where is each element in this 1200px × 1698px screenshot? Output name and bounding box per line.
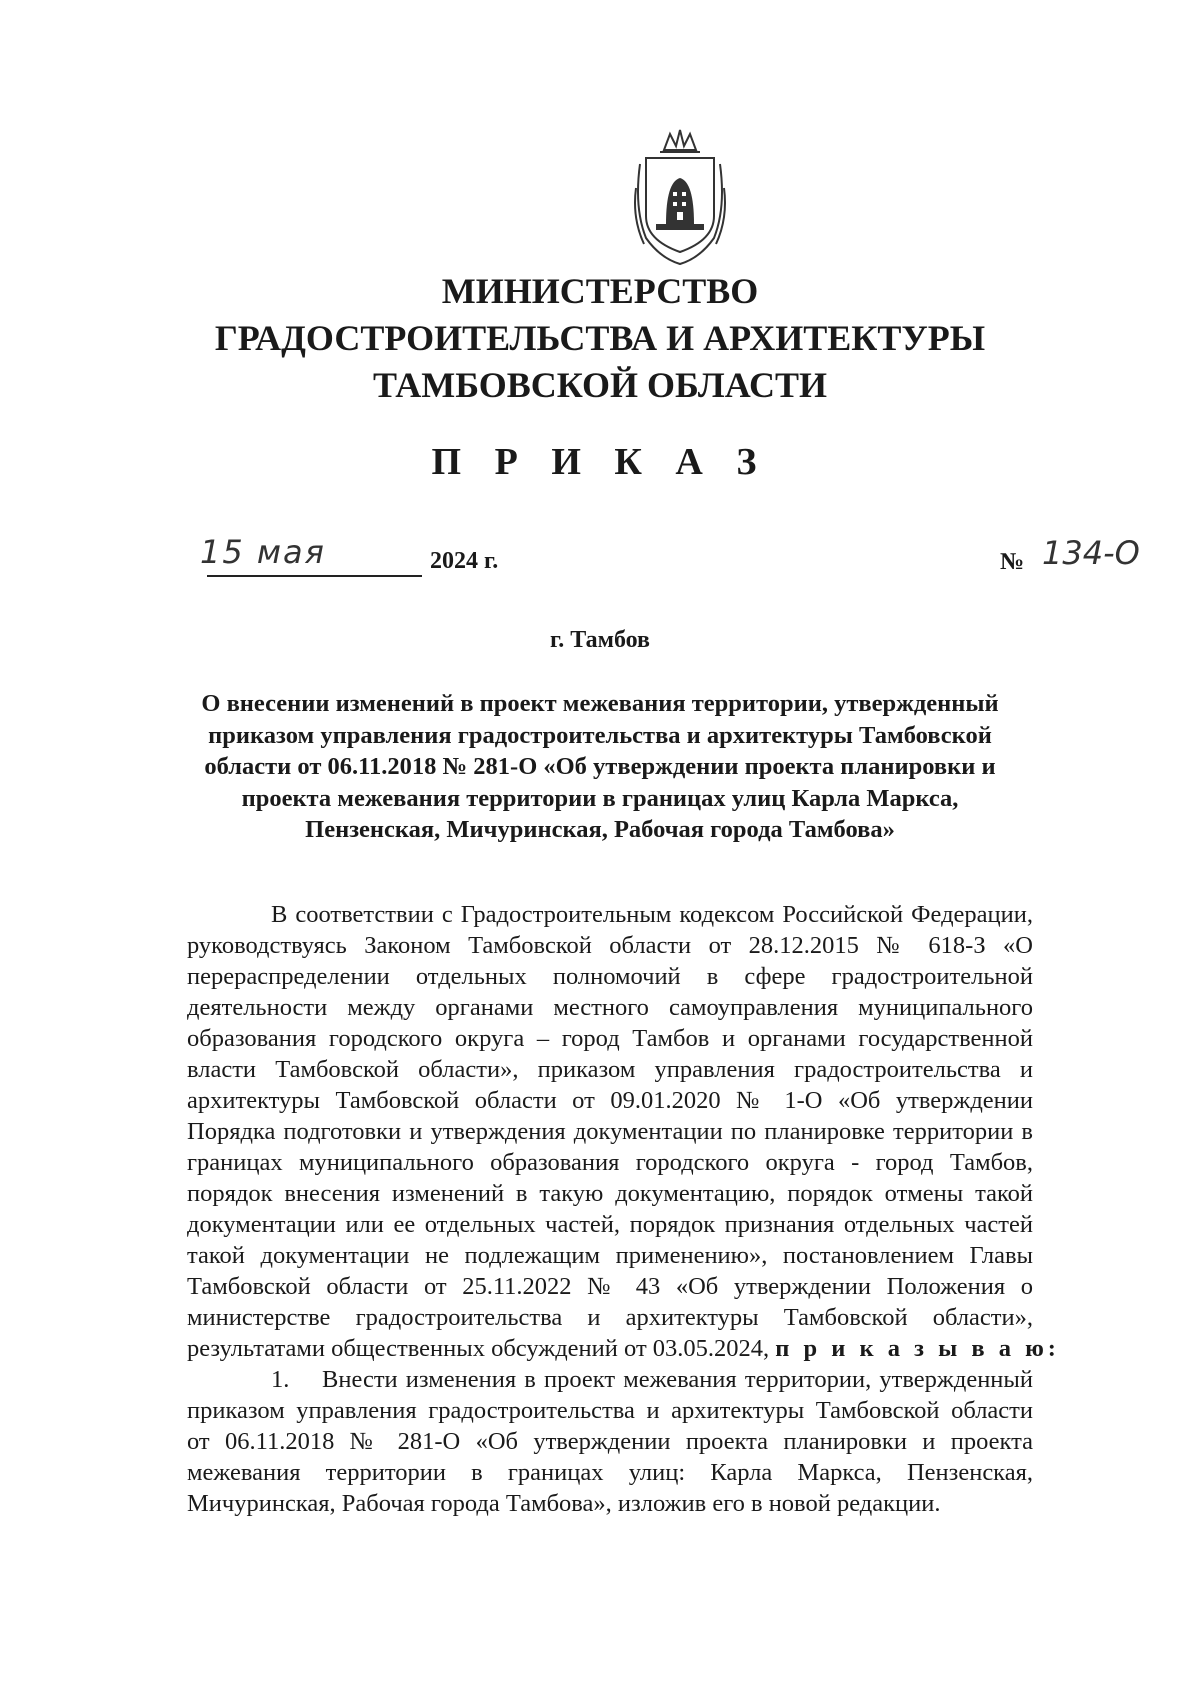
handwritten-date: 15 мая bbox=[200, 533, 326, 571]
order-body bbox=[187, 899, 1060, 1519]
item-line: от 06.11.2018 № 281-О «Об утверждении проекта планировки и проекта bbox=[187, 1428, 1033, 1455]
item-line: 1. Внести изменения в проект межевания территории, утвержденный bbox=[271, 1366, 1033, 1393]
ministry-header bbox=[0, 268, 1200, 409]
number-label: № bbox=[1000, 549, 1025, 575]
city-line: г. Тамбов bbox=[550, 627, 650, 653]
body-last-line-text: результатами общественных обсуждений от 03.05.2024, bbox=[187, 1335, 776, 1362]
body-line: образования городского округа – город Тамбов и органами государственной bbox=[187, 1025, 1033, 1052]
body-line: Тамбовской области от 25.11.2022 № 43 «Об утверждении Положения о bbox=[187, 1273, 1033, 1300]
order-word: п р и к а з ы в а ю: bbox=[775, 1335, 1060, 1362]
body-line: руководствуясь Законом Тамбовской области от 28.12.2015 № 618-З «О bbox=[187, 932, 1033, 959]
body-line-final bbox=[187, 1333, 1060, 1364]
body-line: деятельности между органами местного самоуправления муниципального bbox=[187, 994, 1033, 1021]
body-line: архитектуры Тамбовской области от 09.01.2020 № 1-О «Об утверждении bbox=[187, 1087, 1033, 1114]
body-line: Порядка подготовки и утверждения документации по планировке территории в bbox=[187, 1118, 1033, 1145]
coat-of-arms-icon bbox=[626, 128, 734, 266]
body-line: власти Тамбовской области», приказом управления градостроительства и bbox=[187, 1056, 1033, 1083]
subject-line: приказом управления градостроительства и архитектуры Тамбовской bbox=[208, 721, 992, 749]
document-year: 2024 г. bbox=[430, 548, 499, 574]
item-line: приказом управления градостроительства и архитектуры Тамбовской области bbox=[187, 1397, 1033, 1424]
body-line: такой документации не подлежащим применению», постановлением Главы bbox=[187, 1242, 1033, 1269]
order-subject bbox=[200, 688, 1000, 846]
subject-line: О внесении изменений в проект межевания территории, утвержденный bbox=[201, 690, 999, 717]
body-line: В соответствии с Градостроительным кодексом Российской Федерации, bbox=[271, 901, 1033, 928]
subject-line: проекта межевания территории в границах улиц Карла Маркса, bbox=[241, 784, 959, 812]
subject-line: Пензенская, Мичуринская, Рабочая города Тамбова» bbox=[305, 816, 895, 843]
header-line-2: ГРАДОСТРОИТЕЛЬСТВА И АРХИТЕКТУРЫ bbox=[214, 318, 986, 358]
document-type-title: П Р И К А З bbox=[431, 441, 769, 483]
header-line-3: ТАМБОВСКОЙ ОБЛАСТИ bbox=[373, 365, 827, 405]
subject-line: области от 06.11.2018 № 281-О «Об утверждении проекта планировки и bbox=[204, 753, 996, 780]
body-line: перераспределении отдельных полномочий в сфере градостроительной bbox=[187, 963, 1033, 990]
body-line: министерстве градостроительства и архитектуры Тамбовской области», bbox=[187, 1304, 1033, 1331]
body-line: границах муниципального образования городского округа - город Тамбов, bbox=[187, 1149, 1033, 1176]
item-line: межевания территории в границах улиц: Карла Маркса, Пензенская, bbox=[187, 1459, 1033, 1486]
body-line: порядок внесения изменений в такую документацию, порядок отмены такой bbox=[187, 1180, 1033, 1207]
item-line: Мичуринская, Рабочая города Тамбова», изложив его в новой редакции. bbox=[187, 1490, 941, 1517]
header-line-1: МИНИСТЕРСТВО bbox=[441, 271, 759, 311]
handwritten-number: 134-О bbox=[1042, 534, 1140, 572]
body-line: документации или ее отдельных частей, порядок признания отдельных частей bbox=[187, 1211, 1033, 1238]
